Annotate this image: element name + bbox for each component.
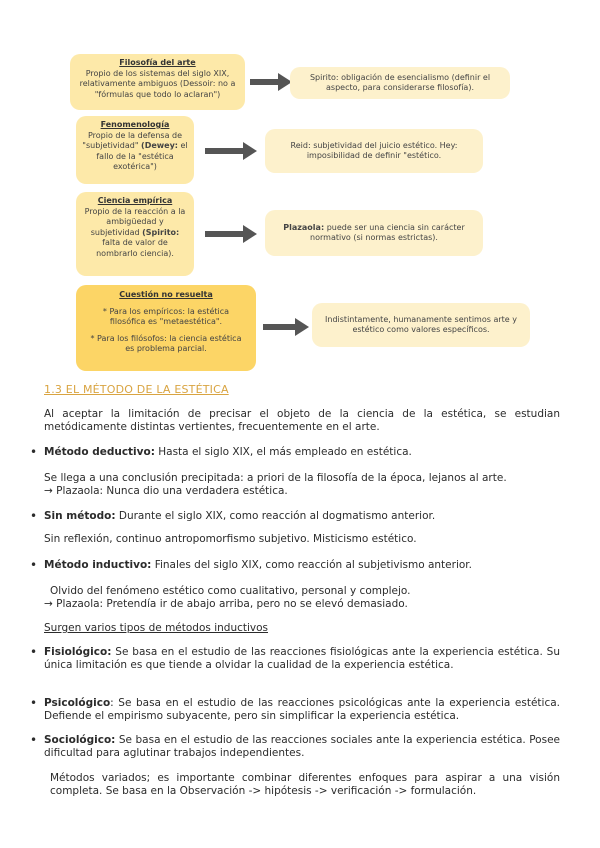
bullet-icon: • [30, 509, 38, 523]
list-item [30, 734, 560, 760]
item-label: Método inductivo: [44, 559, 152, 571]
result-text: Spirito: obligación de esencialismo (definir el aspecto, para considerarse filosofía). [309, 72, 491, 92]
item-text: Hasta el siglo XIX, el más empleado en estética. [154, 446, 412, 458]
arrow-right-icon [205, 225, 257, 243]
bullet-icon: • [30, 645, 38, 659]
box-text: * Para los empíricos: la estética filosófica es "metaestética". [102, 306, 230, 326]
item-label: Sin método: [44, 510, 116, 522]
list-item [30, 446, 560, 459]
result-text: puede ser una ciencia sin carácter normativo (si normas estrictas). [310, 222, 465, 242]
arrow-right-icon [205, 142, 257, 160]
bullet-icon: • [30, 733, 38, 747]
diagram-result-3 [265, 210, 483, 256]
diagram-result-1 [290, 67, 510, 99]
result-bold: Plazaola: [283, 222, 325, 232]
diagram-box-fenomenologia [76, 116, 194, 184]
item-text: Se basa en el estudio de las reacciones sociales ante la experiencia estética. Posee dificultad para aglutinar trabajos independientes. [44, 734, 560, 759]
box-title: Filosofía del arte [119, 58, 196, 67]
result-text: Indistintamente, humanamente sentimos arte y estético como valores específicos. [325, 314, 517, 334]
box-text: Propio de la defensa de "subjetividad" [82, 130, 183, 150]
list-item [30, 646, 560, 672]
box-text: Propio de la reacción a la ambigüedad y subjetividad [84, 206, 186, 237]
intro-paragraph: Al aceptar la limitación de precisar el objeto de la ciencia de la estética, se estudian metódicamente distintas vertientes, frecuentemente en el arte. [44, 408, 560, 433]
bullet-icon: • [30, 696, 38, 710]
bullet-icon: • [30, 445, 38, 459]
box-text-2: el fallo de la "estética exotérica") [96, 141, 188, 171]
box-text: Propio de los sistemas del siglo XIX, relativamente ambiguos (Dessoir: no a "fórmulas que todo lo aclaran") [79, 68, 236, 99]
inductive-paragraph-2: → Plazaola: Pretendía ir de abajo arriba, pero no se elevó demasiado. [44, 598, 408, 610]
diagram-box-filosofia [70, 54, 245, 110]
nomethod-paragraph: Sin reflexión, continuo antropomorfismo subjetivo. Misticismo estético. [44, 533, 417, 545]
diagram-box-ciencia [76, 192, 194, 276]
diagram-result-4 [312, 303, 530, 347]
item-text: : Se basa en el estudio de las reacciones psicológicas ante la experiencia estética. Defiende el empirismo subyacente, pero sin simplificar la experiencia estética. [44, 697, 560, 722]
list-item [30, 697, 560, 723]
closing-paragraph: Métodos variados; es importante combinar diferentes enfoques para aspirar a una visión completa. Se basa en la Observación -> hipótesis -> verificación -> formulación. [50, 772, 560, 797]
list-item [30, 559, 560, 572]
item-label: Sociológico: [44, 734, 116, 746]
deductive-paragraph-2: → Plazaola: Nunca dio una verdadera estética. [44, 485, 288, 497]
bullet-icon: • [30, 558, 38, 572]
item-label: Método deductivo: [44, 446, 155, 458]
result-text: Reid: subjetividad del juicio estético. Hey: imposibilidad de definir "estético. [290, 140, 458, 160]
inductive-paragraph-1: Olvido del fenómeno estético como cualitativo, personal y complejo. [50, 585, 411, 597]
list-item [30, 510, 560, 523]
deductive-paragraph-1: Se llega a una conclusión precipitada: a priori de la filosofía de la época, lejanos al arte. [44, 472, 507, 484]
box-title: Cuestión no resuelta [119, 290, 213, 299]
item-label: Fisiológico: [44, 646, 112, 658]
box-text-2: falta de valor de nombrarlo ciencia). [96, 238, 174, 258]
item-label: Psicológico [44, 697, 111, 709]
diagram-box-cuestion [76, 285, 256, 371]
section-title: 1.3 EL MÉTODO DE LA ESTÉTICA [44, 383, 229, 396]
subtitle: Surgen varios tipos de métodos inductivos [44, 622, 269, 634]
arrow-right-icon [250, 73, 292, 91]
box-text-2: * Para los filósofos: la ciencia estética es problema parcial. [90, 333, 242, 353]
item-text: Se basa en el estudio de las reacciones fisiológicas ante la experiencia estética. Su única limitación es que tiende a olvidar la cualidad de la experiencia estética. [44, 646, 560, 671]
box-title: Fenomenología [100, 120, 170, 129]
box-bold: (Spirito: [142, 227, 180, 237]
item-text: Finales del siglo XIX, como reacción al subjetivismo anterior. [151, 559, 472, 571]
box-title: Ciencia empírica [97, 196, 173, 205]
item-text: Durante el siglo XIX, como reacción al dogmatismo anterior. [115, 510, 436, 522]
box-bold: (Dewey: [141, 141, 178, 150]
diagram-result-2 [265, 129, 483, 173]
arrow-right-icon [263, 318, 309, 336]
